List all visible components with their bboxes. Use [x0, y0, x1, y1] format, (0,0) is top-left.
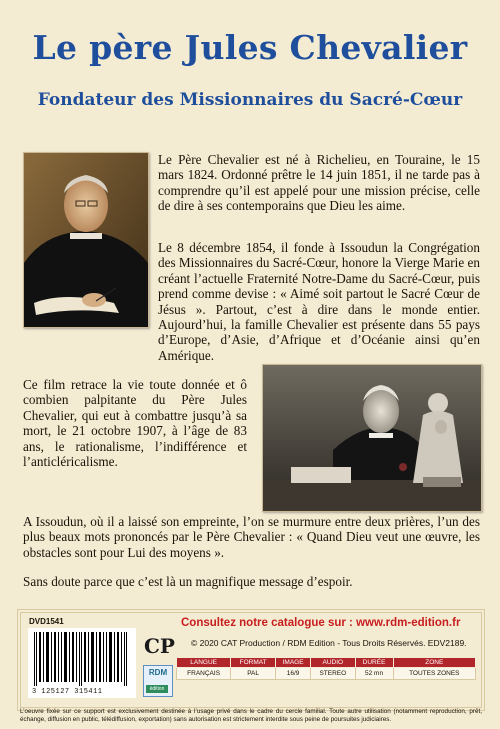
- paragraph-closing: Sans doute parce que c’est là un magnifique message d’espoir.: [23, 574, 353, 589]
- barcode: [28, 628, 136, 698]
- specs-value: FRANÇAIS: [177, 668, 231, 680]
- rdm-logo: [143, 665, 173, 697]
- specs-table: [176, 657, 476, 680]
- specs-header: DURÉE: [355, 658, 393, 668]
- page-title: Le père Jules Chevalier: [32, 28, 468, 67]
- paragraph-film: Ce film retrace la vie toute donnée et ô combien palpitante du Père Jules Chevalier, qui eut à combattre jusqu’à sa mort, le 21 octobre 1907, à l’âge de 83 ans, le rationalisme, l’indifférence et l’anticléricalisme.: [23, 377, 247, 470]
- specs-header: FORMAT: [231, 658, 276, 668]
- paragraph-founding: Le 8 décembre 1854, il fonde à Issoudun la Congrégation des Missionnaires du Sacré-Cœur, honore la Vierge Marie en créant l’actuelle Fraternité Notre-Dame du Sacré-Cœur, puis prend comme devise : « Aimé soit partout le Sacré Cœur de Jésus ». Partout, c’est à dire dans le monde entier. Aujourd’hui, la famille Chevalier est présente dans 55 pays d’Europe, d’Asie, d’Afrique et d’Océanie ainsi qu’en Amérique.: [158, 240, 480, 363]
- rdm-logo-subtext: édition: [146, 685, 168, 693]
- desk-photo: [262, 364, 482, 512]
- specs-header: AUDIO: [311, 658, 355, 668]
- paragraph-issoudun: A Issoudun, où il a laissé son empreinte, l’on se murmure entre deux prières, l’un des plus beaux mots prononcés par le Père Chevalier : « Quand Dieu veut une œuvre, les obstacles sont pour Lui des moyens ».: [23, 514, 480, 560]
- specs-header-row: [177, 658, 476, 668]
- page-subtitle: Fondateur des Missionnaires du Sacré-Cœur: [37, 90, 463, 110]
- barcode-digits: 3 125127 315411: [32, 688, 103, 696]
- product-info-panel: [20, 612, 482, 708]
- specs-value: 16/9: [276, 668, 311, 680]
- rdm-logo-text: RDM: [148, 668, 168, 677]
- copyright-text: © 2020 CAT Production / RDM Edition - Tous Droits Réservés. EDV2189.: [191, 638, 467, 648]
- paragraph-birth: Le Père Chevalier est né à Richelieu, en Touraine, le 15 mars 1824. Ordonné prêtre le 14 juin 1851, il ne tarde pas à comprendre qu’il est appelé pour une mission précise, celle de dire à ses contemporains que Dieu les aime.: [158, 152, 480, 214]
- cp-logo: CP: [144, 634, 175, 658]
- specs-value: TOUTES ZONES: [393, 668, 475, 680]
- legal-notice: L’oeuvre fixée sur ce support est exclusivement destinée à l’usage privé dans le cadre du cercle familial. Toute autre utilisation (notamment reproduction, prêt, échange, diffusion en public, télédiffusion, exportation) sans autorisation est strictement interdite sous peine de poursuites judiciaires.: [20, 708, 482, 723]
- catalogue-link[interactable]: Consultez notre catalogue sur : www.rdm-edition.fr: [181, 617, 461, 629]
- specs-header: IMAGE: [276, 658, 311, 668]
- portrait-photo: [23, 152, 149, 328]
- dvd-code: DVD1541: [29, 617, 64, 626]
- specs-value: 52 mn: [355, 668, 393, 680]
- specs-header: LANGUE: [177, 658, 231, 668]
- specs-value: STEREO: [311, 668, 355, 680]
- specs-value: PAL: [231, 668, 276, 680]
- specs-value-row: [177, 668, 476, 680]
- specs-header: ZONE: [393, 658, 475, 668]
